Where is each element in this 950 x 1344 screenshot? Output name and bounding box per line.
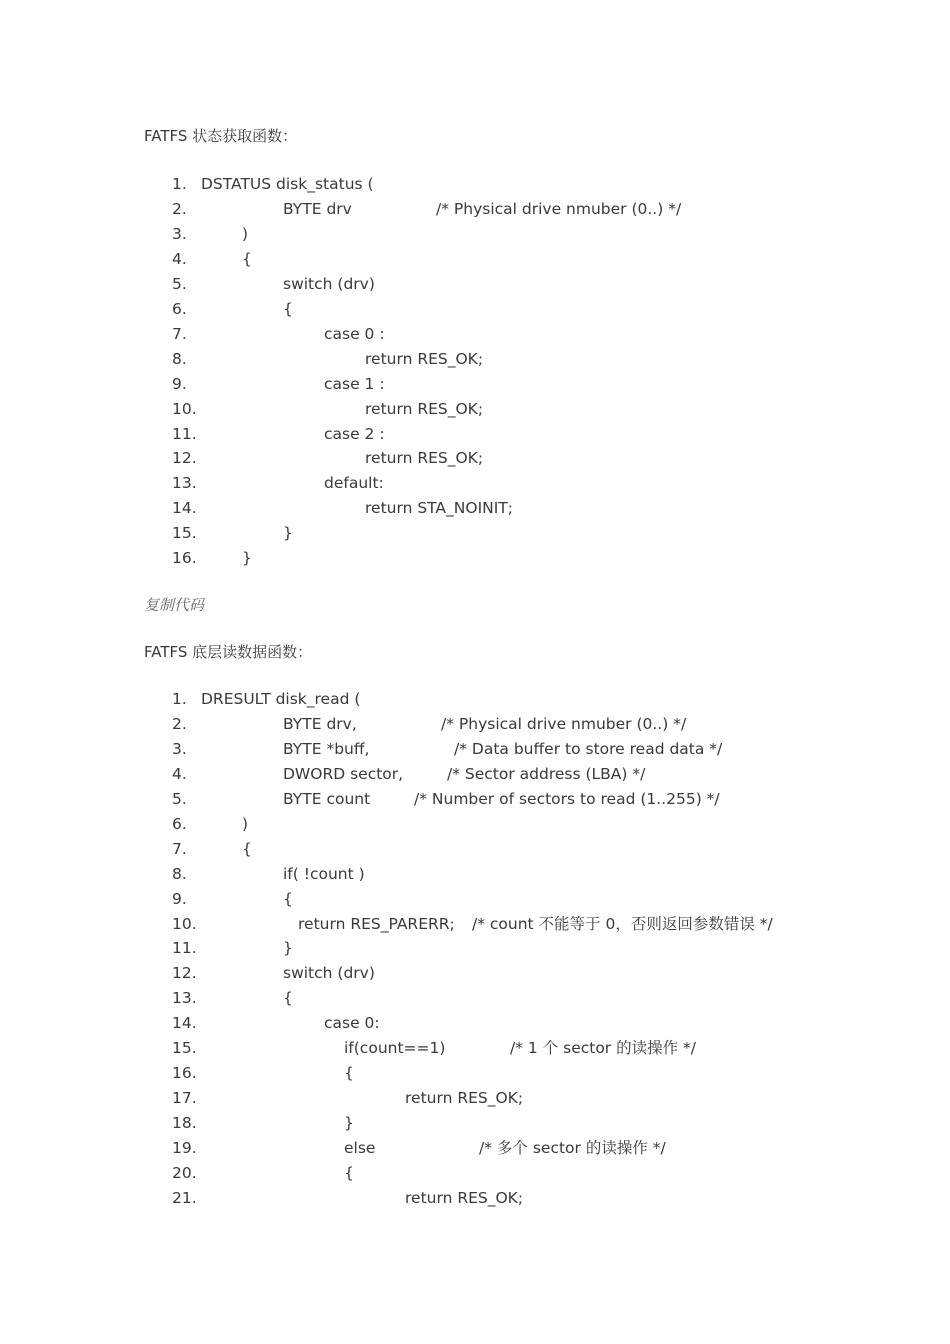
code-line bbox=[0, 887, 950, 911]
code-text: return RES_OK; bbox=[365, 449, 484, 467]
line-number: 13. bbox=[172, 989, 197, 1007]
code-line bbox=[0, 496, 950, 520]
section-heading-disk-read: FATFS 底层读数据函数： bbox=[144, 643, 313, 661]
line-number: 16. bbox=[172, 549, 197, 567]
line-number: 9. bbox=[172, 890, 187, 908]
line-number: 7. bbox=[172, 840, 187, 858]
line-number: 5. bbox=[172, 275, 187, 293]
code-line bbox=[0, 737, 950, 761]
code-text: default: bbox=[324, 474, 384, 492]
line-number: 14. bbox=[172, 1014, 197, 1032]
line-number: 20. bbox=[172, 1164, 197, 1182]
code-line bbox=[0, 322, 950, 346]
line-number: 4. bbox=[172, 765, 187, 783]
code-text: return RES_OK; bbox=[405, 1089, 524, 1107]
line-number: 11. bbox=[172, 939, 197, 957]
code-line bbox=[0, 397, 950, 421]
code-comment: /* Number of sectors to read (1..255) */ bbox=[414, 790, 720, 808]
code-comment: /* 多个 sector 的读操作 */ bbox=[479, 1139, 666, 1157]
code-text: } bbox=[283, 939, 293, 957]
code-text: switch (drv) bbox=[283, 275, 375, 293]
line-number: 9. bbox=[172, 375, 187, 393]
code-comment: /* Sector address (LBA) */ bbox=[447, 765, 646, 783]
code-line bbox=[0, 372, 950, 396]
code-line bbox=[0, 446, 950, 470]
code-text: else bbox=[344, 1139, 376, 1157]
code-text: } bbox=[344, 1114, 354, 1132]
code-line bbox=[0, 272, 950, 296]
code-comment: /* 1 个 sector 的读操作 */ bbox=[510, 1039, 697, 1057]
line-number: 6. bbox=[172, 815, 187, 833]
copy-code-link[interactable]: 复制代码 bbox=[144, 596, 205, 614]
code-line bbox=[0, 422, 950, 446]
code-text: BYTE count bbox=[283, 790, 371, 808]
line-number: 18. bbox=[172, 1114, 197, 1132]
line-number: 8. bbox=[172, 350, 187, 368]
code-text: ) bbox=[242, 815, 249, 833]
line-number: 8. bbox=[172, 865, 187, 883]
code-line bbox=[0, 986, 950, 1010]
line-number: 1. bbox=[172, 175, 187, 193]
code-text: return STA_NOINIT; bbox=[365, 499, 513, 517]
line-number: 11. bbox=[172, 425, 197, 443]
line-number: 17. bbox=[172, 1089, 197, 1107]
code-text: { bbox=[283, 300, 293, 318]
code-text: return RES_OK; bbox=[365, 400, 484, 418]
code-line bbox=[0, 862, 950, 886]
code-line bbox=[0, 1186, 950, 1210]
section-heading-disk-status: FATFS 状态获取函数： bbox=[144, 127, 298, 145]
code-text: DRESULT disk_read ( bbox=[201, 690, 361, 708]
code-text: return RES_OK; bbox=[365, 350, 484, 368]
code-text: { bbox=[283, 890, 293, 908]
code-line bbox=[0, 1061, 950, 1085]
code-text: return RES_PARERR; bbox=[298, 915, 455, 933]
code-comment: /* count 不能等于 0，否则返回参数错误 */ bbox=[472, 915, 773, 933]
code-line bbox=[0, 222, 950, 246]
code-text: { bbox=[283, 989, 293, 1007]
line-number: 15. bbox=[172, 1039, 197, 1057]
code-line bbox=[0, 837, 950, 861]
code-line bbox=[0, 471, 950, 495]
code-line bbox=[0, 936, 950, 960]
code-line bbox=[0, 961, 950, 985]
code-text: BYTE drv, bbox=[283, 715, 357, 733]
line-number: 2. bbox=[172, 715, 187, 733]
code-comment: /* Physical drive nmuber (0..) */ bbox=[436, 200, 682, 218]
code-line bbox=[0, 521, 950, 545]
code-line bbox=[0, 1036, 950, 1060]
line-number: 1. bbox=[172, 690, 187, 708]
code-text: { bbox=[242, 250, 252, 268]
line-number: 16. bbox=[172, 1064, 197, 1082]
code-text: } bbox=[283, 524, 293, 542]
line-number: 2. bbox=[172, 200, 187, 218]
code-text: case 1 : bbox=[324, 375, 385, 393]
code-line bbox=[0, 762, 950, 786]
line-number: 13. bbox=[172, 474, 197, 492]
code-text: if( !count ) bbox=[283, 865, 365, 883]
code-line bbox=[0, 172, 950, 196]
line-number: 3. bbox=[172, 740, 187, 758]
code-line bbox=[0, 546, 950, 570]
code-text: DSTATUS disk_status ( bbox=[201, 175, 374, 193]
code-text: case 0 : bbox=[324, 325, 385, 343]
code-line bbox=[0, 297, 950, 321]
line-number: 6. bbox=[172, 300, 187, 318]
code-text: ) bbox=[242, 225, 249, 243]
line-number: 12. bbox=[172, 964, 197, 982]
code-line bbox=[0, 812, 950, 836]
code-line bbox=[0, 197, 950, 221]
code-text: BYTE *buff, bbox=[283, 740, 370, 758]
code-text: return RES_OK; bbox=[405, 1189, 524, 1207]
code-text: } bbox=[242, 549, 252, 567]
code-line bbox=[0, 712, 950, 736]
code-comment: /* Data buffer to store read data */ bbox=[454, 740, 723, 758]
code-line bbox=[0, 1161, 950, 1185]
code-line bbox=[0, 247, 950, 271]
code-line bbox=[0, 1086, 950, 1110]
code-line bbox=[0, 347, 950, 371]
code-line bbox=[0, 787, 950, 811]
code-text: switch (drv) bbox=[283, 964, 375, 982]
code-line bbox=[0, 912, 950, 936]
line-number: 21. bbox=[172, 1189, 197, 1207]
code-text: BYTE drv bbox=[283, 200, 352, 218]
code-line bbox=[0, 1011, 950, 1035]
line-number: 5. bbox=[172, 790, 187, 808]
line-number: 7. bbox=[172, 325, 187, 343]
code-line bbox=[0, 1111, 950, 1135]
line-number: 12. bbox=[172, 449, 197, 467]
code-line bbox=[0, 687, 950, 711]
line-number: 10. bbox=[172, 400, 197, 418]
code-line bbox=[0, 1136, 950, 1160]
line-number: 3. bbox=[172, 225, 187, 243]
code-text: DWORD sector, bbox=[283, 765, 404, 783]
code-text: { bbox=[242, 840, 252, 858]
line-number: 15. bbox=[172, 524, 197, 542]
code-text: case 2 : bbox=[324, 425, 385, 443]
line-number: 14. bbox=[172, 499, 197, 517]
line-number: 19. bbox=[172, 1139, 197, 1157]
code-text: { bbox=[344, 1164, 354, 1182]
line-number: 4. bbox=[172, 250, 187, 268]
code-text: if(count==1) bbox=[344, 1039, 446, 1057]
code-text: case 0: bbox=[324, 1014, 380, 1032]
line-number: 10. bbox=[172, 915, 197, 933]
code-comment: /* Physical drive nmuber (0..) */ bbox=[441, 715, 687, 733]
code-text: { bbox=[344, 1064, 354, 1082]
